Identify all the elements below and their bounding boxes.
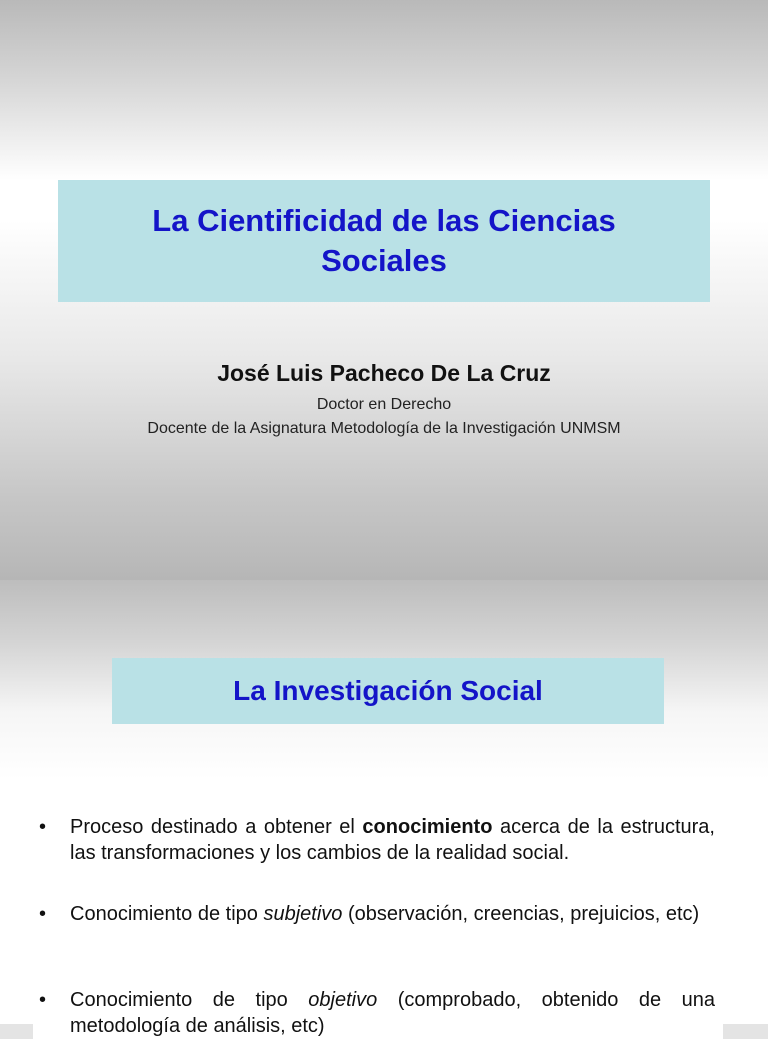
bullet-text-start: Proceso destinado a obtener el — [70, 816, 363, 838]
bullet-text-start: Conocimiento de tipo — [70, 903, 264, 925]
bullet-text — [70, 901, 715, 927]
bullet-emphasis: subjetivo — [263, 903, 343, 925]
bullet-text-end: (observación, creencias, prejuicios, etc) — [342, 903, 700, 925]
title-box — [58, 180, 710, 302]
bullet-icon: • — [39, 989, 47, 1011]
slide-title: La Cientificidad de las Ciencias Sociales — [152, 203, 616, 278]
section-title-box — [112, 658, 664, 724]
bullet-text — [70, 814, 715, 866]
bullet-text-start: Conocimiento de tipo — [70, 989, 309, 1011]
author-name: José Luis Pacheco De La Cruz — [217, 360, 551, 386]
bullet-icon: • — [39, 903, 47, 925]
content-panel — [33, 779, 723, 1039]
bullet-text-end: acerca de la estructura, las transformaciones y los cambios de la realidad social. — [70, 816, 715, 864]
author-position: Docente de la Asignatura Metodología de la Investigación UNMSM — [147, 420, 621, 437]
bullet-emphasis: conocimiento — [362, 816, 493, 838]
bullet-text-end: (comprobado, obtenido de una metodología de análisis, etc) — [70, 989, 715, 1037]
bullet-icon: • — [39, 816, 47, 838]
bullet-text — [70, 987, 715, 1039]
bullet-emphasis: objetivo — [308, 989, 378, 1011]
section-title: La Investigación Social — [233, 675, 543, 706]
author-degree: Doctor en Derecho — [316, 396, 452, 413]
content-slide — [0, 580, 768, 1037]
